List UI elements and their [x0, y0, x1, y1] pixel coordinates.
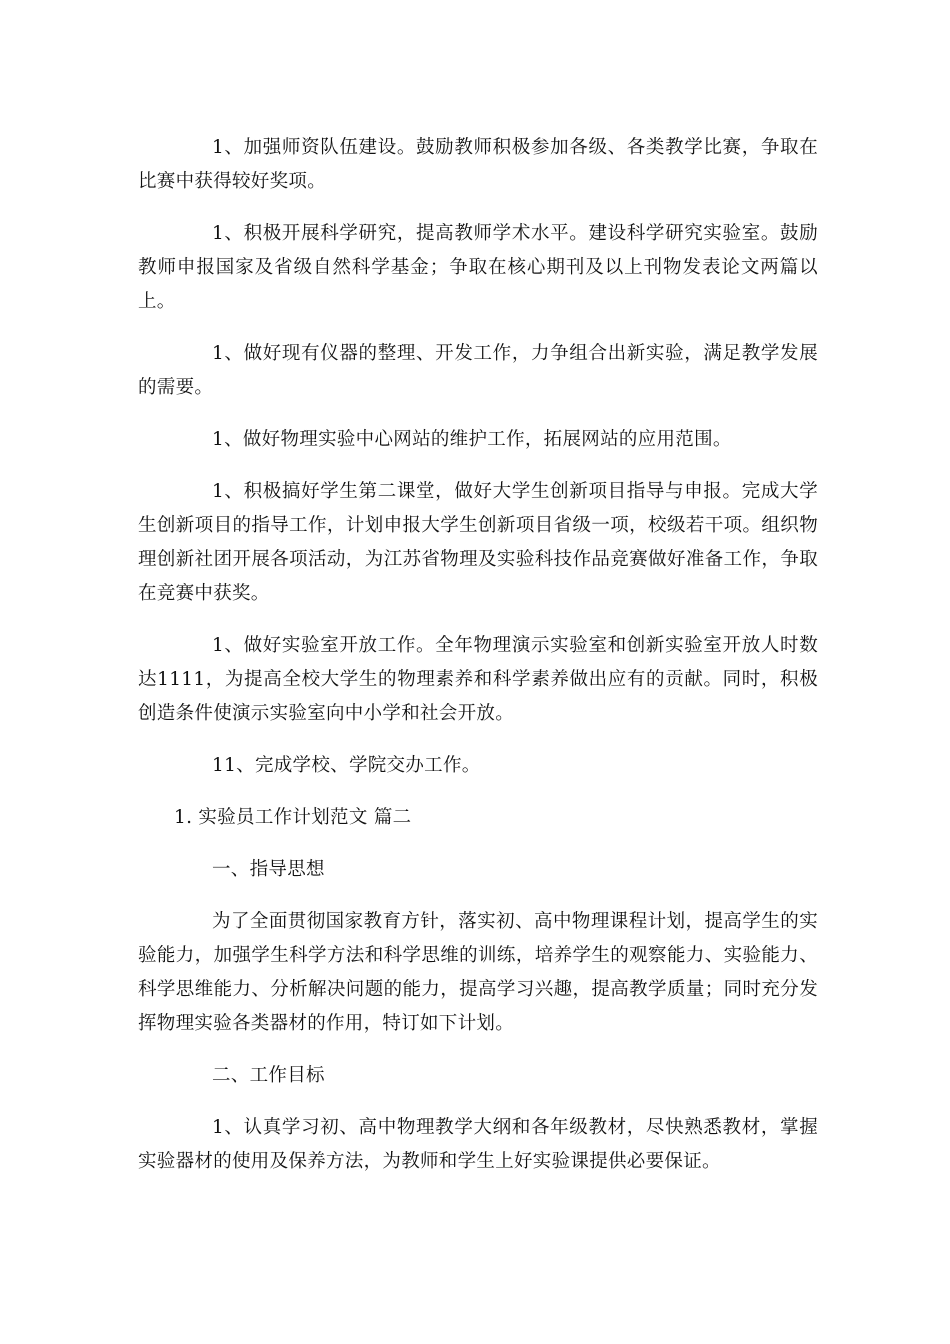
heading-guiding-thought: 一、指导思想 — [212, 859, 325, 880]
paragraph-second-classroom: 1、积极搞好学生第二课堂，做好大学生创新项目指导与申报。完成大学生创新项目的指导工作，计划申报大学生创新项目省级一项，校级若干项。组织物理创新社团开展各项活动，为江苏省物理及实验科技作品竞赛做好准备工作，争取在竞赛中获奖。 — [138, 481, 818, 604]
paragraph-teacher-team: 1、加强师资队伍建设。鼓励教师积极参加各级、各类教学比赛，争取在比赛中获得较好奖项。 — [138, 137, 818, 192]
paragraph-study-materials: 1、认真学习初、高中物理教学大纲和各年级教材，尽快熟悉教材，掌握实验器材的使用及保养方法，为教师和学生上好实验课提供必要保证。 — [138, 1117, 818, 1172]
paragraph-research: 1、积极开展科学研究，提高教师学术水平。建设科学研究实验室。鼓励教师申报国家及省级自然科学基金；争取在核心期刊及以上刊物发表论文两篇以上。 — [138, 223, 818, 312]
heading-work-goals: 二、工作目标 — [212, 1065, 325, 1086]
paragraph-instruments: 1、做好现有仪器的整理、开发工作，力争组合出新实验，满足教学发展的需要。 — [138, 343, 818, 398]
paragraph-lab-opening: 1、做好实验室开放工作。全年物理演示实验室和创新实验室开放人时数达1111，为提高全校大学生的物理素养和科学素养做出应有的贡献。同时，积极创造条件使演示实验室向中小学和社会开放。 — [138, 635, 818, 724]
paragraph-guiding-thought: 为了全面贯彻国家教育方针，落实初、高中物理课程计划，提高学生的实验能力，加强学生科学方法和科学思维的训练，培养学生的观察能力、实验能力、科学思维能力、分析解决问题的能力，提高学习兴趣，提高教学质量；同时充分发挥物理实验各类器材的作用，特订如下计划。 — [138, 911, 818, 1034]
paragraph-assigned-work: 11、完成学校、学院交办工作。 — [212, 755, 481, 776]
section-title: 1. 实验员工作计划范文 篇二 — [174, 807, 412, 828]
paragraph-website: 1、做好物理实验中心网站的维护工作，拓展网站的应用范围。 — [212, 429, 732, 450]
document-body — [138, 131, 818, 1197]
